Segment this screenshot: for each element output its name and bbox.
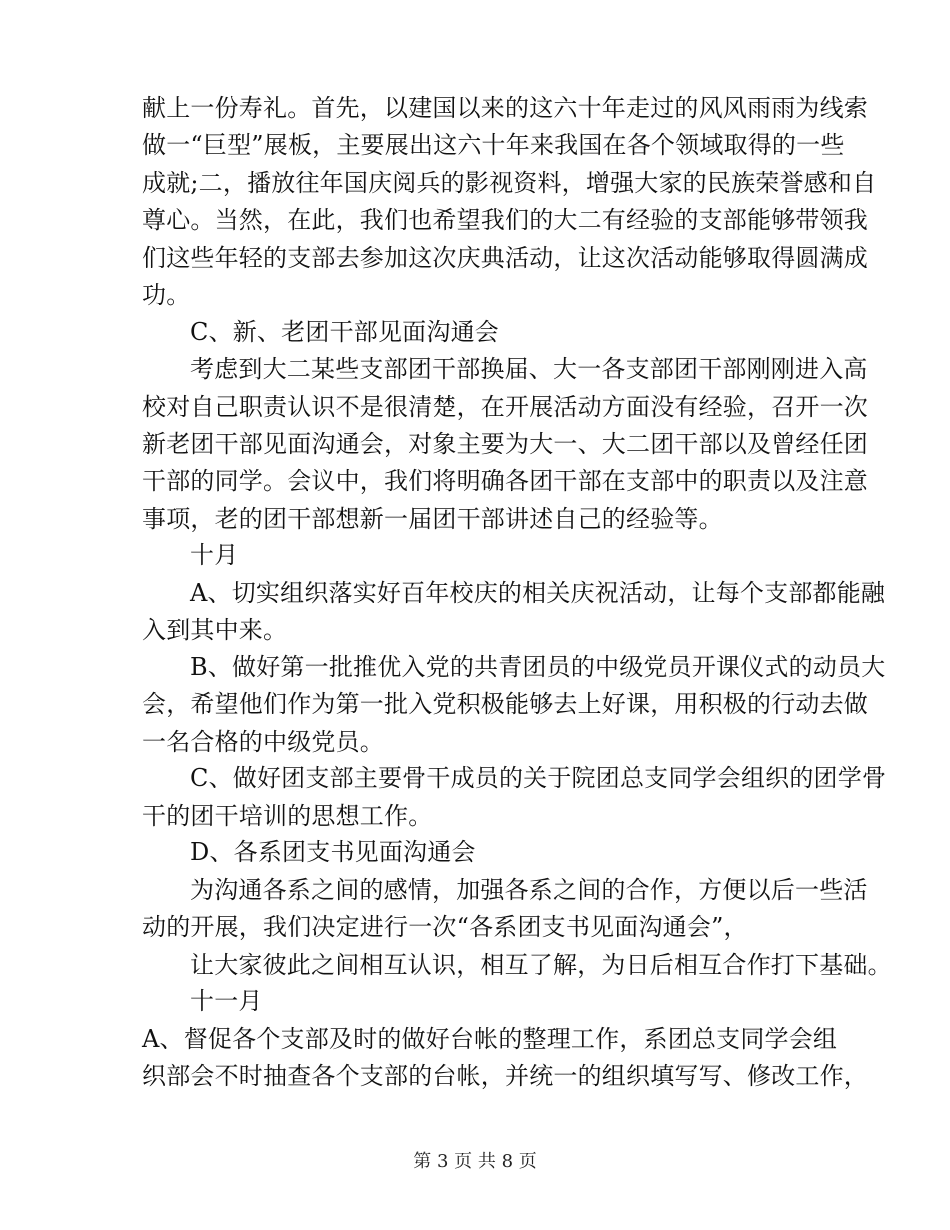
text-line: 让大家彼此之间相互认识，相互了解，为日后相互合作打下基础。 [190, 951, 892, 979]
text-line: D、各系团支书见面沟通会 [190, 838, 476, 866]
text-line: 新老团干部见面沟通会，对象主要为大一、大二团干部以及曾经任团 [142, 430, 868, 458]
text-line: 考虑到大二某些支部团干部换届、大一各支部团干部刚刚进入高 [190, 355, 868, 383]
text-line: 事项，老的团干部想新一届团干部讲述自己的经验等。 [142, 505, 723, 533]
text-line: C、做好团支部主要骨干成员的关于院团总支同学会组织的团学骨 [190, 764, 887, 792]
text-line: 尊心。当然，在此，我们也希望我们的大二有经验的支部能够带领我 [142, 206, 868, 234]
text-line: A、切实组织落实好百年校庆的相关庆祝活动，让每个支部都能融 [190, 579, 886, 607]
text-line: 为沟通各系之间的感情，加强各系之间的合作，方便以后一些活 [190, 876, 868, 904]
text-line: A、督促各个支部及时的做好台帐的整理工作，系团总支同学会组 [142, 1025, 838, 1053]
text-line: 功。 [142, 281, 191, 309]
text-line: 织部会不时抽查各个支部的台帐，并统一的组织填写写、修改工作， [142, 1062, 868, 1090]
text-line: 干部的同学。会议中，我们将明确各团干部在支部中的职责以及注意 [142, 467, 868, 495]
text-line: 们这些年轻的支部去参加这次庆典活动，让这次活动能够取得圆满成 [142, 244, 868, 272]
page-footer: 第 3 页 共 8 页 [413, 1151, 537, 1172]
text-line: 做一“巨型”展板，主要展出这六十年来我国在各个领域取得的一些 [142, 131, 845, 159]
text-line: 一名合格的中级党员。 [142, 728, 384, 756]
text-line: 成就;二，播放往年国庆阅兵的影视资料，增强大家的民族荣誉感和自 [142, 169, 877, 197]
text-line: 入到其中来。 [142, 616, 288, 644]
text-line: 十月 [190, 541, 239, 569]
text-line: 会，希望他们作为第一批入党积极能够去上好课，用积极的行动去做 [142, 690, 868, 718]
text-line: 动的开展，我们决定进行一次“各系团支书见面沟通会”， [142, 913, 748, 941]
text-line: 十一月 [190, 987, 263, 1015]
text-line: C、新、老团干部见面沟通会 [190, 318, 499, 346]
text-line: 校对自己职责认识不是很清楚，在开展活动方面没有经验，召开一次 [142, 393, 868, 421]
text-line: 献上一份寿礼。首先，以建国以来的这六十年走过的风风雨雨为线索 [142, 94, 868, 122]
text-line: 干的团干培训的思想工作。 [142, 802, 433, 830]
text-line: B、做好第一批推优入党的共青团员的中级党员开课仪式的动员大 [190, 653, 886, 681]
